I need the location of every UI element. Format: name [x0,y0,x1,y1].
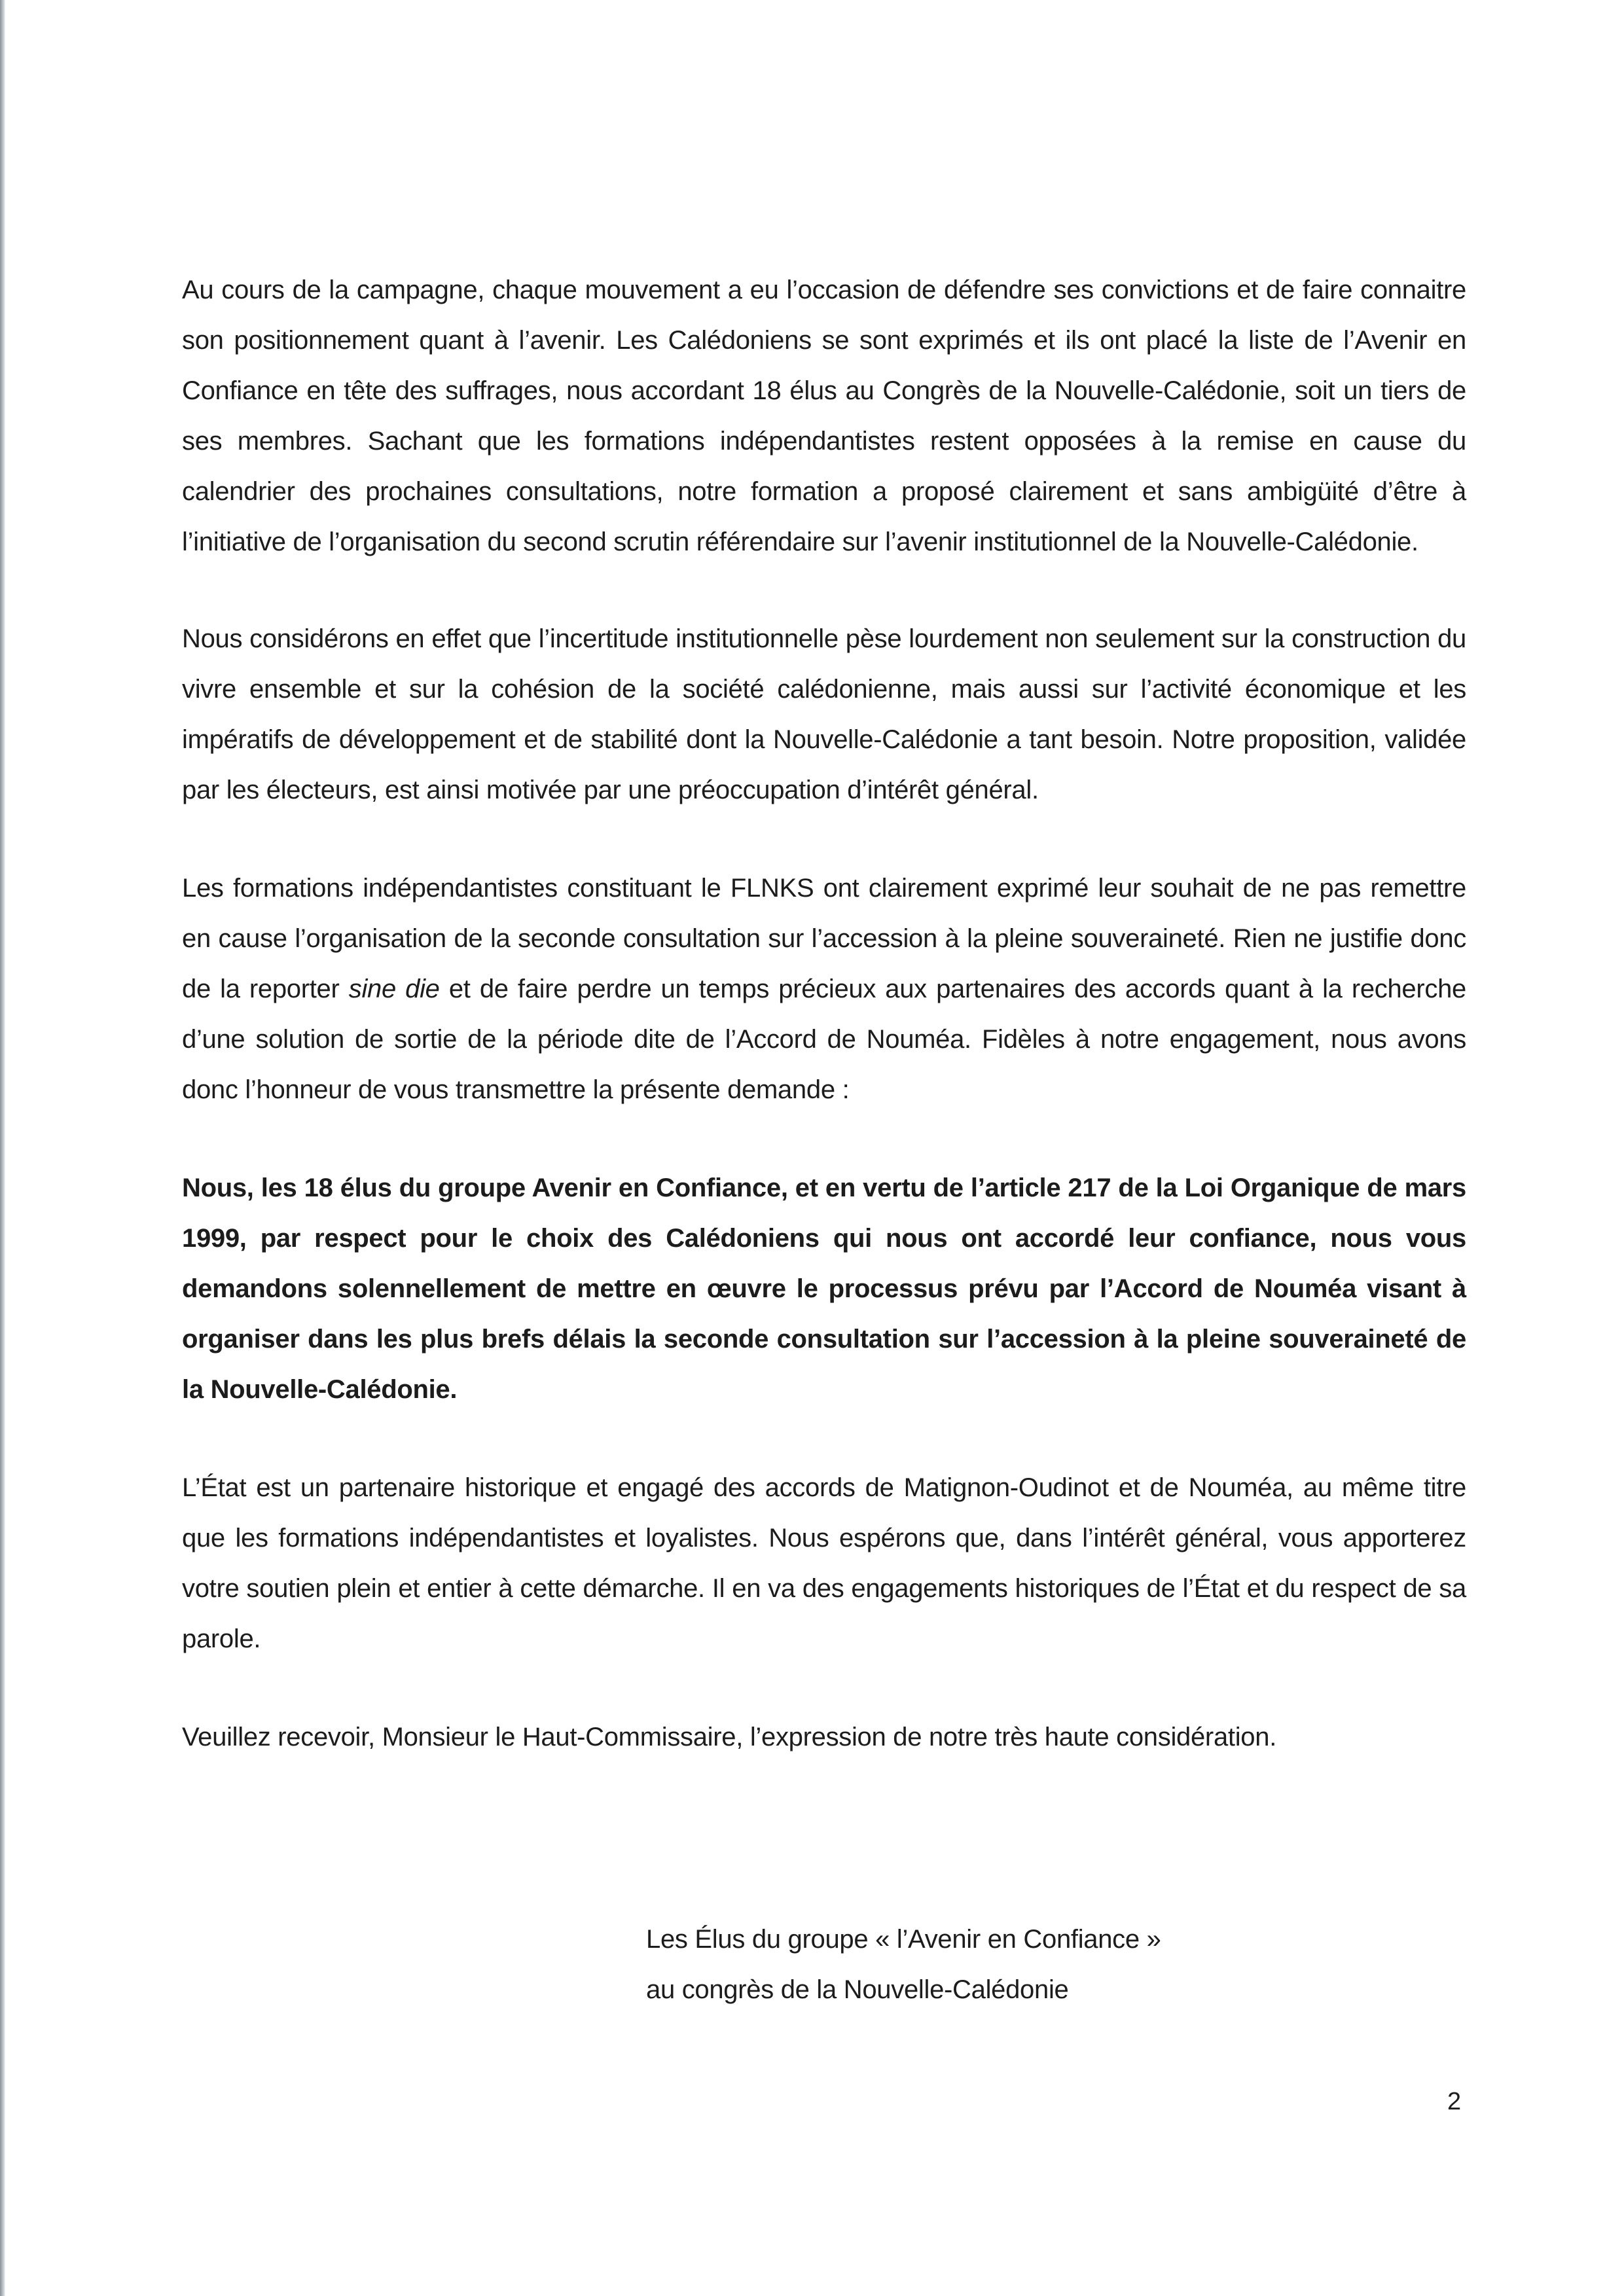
paragraph-institutional-uncertainty: Nous considérons en effet que l’incertitude institutionnelle pèse lourdement non seulement sur la construction du vivre ensemble et sur la cohésion de la société calédonienne, mais aussi sur l’activité économique et les impératifs de développement et de stabilité dont la Nouvelle-Calédonie a tant besoin. Notre proposition, validée par les électeurs, est ainsi motivée par une préoccupation d’intérêt général. [182,624,1466,804]
page-number: 2 [1447,2088,1462,2115]
paragraph-formal-request: Nous, les 18 élus du groupe Avenir en Confiance, et en vertu de l’article 217 de la Loi Organique de mars 1999, par respect pour le choix des Calédoniens qui nous ont accordé leur confiance, nous vous demandons solennellement de mettre en œuvre le processus prévu par l’Accord de Nouméa visant à organiser dans les plus brefs délais la seconde consultation sur l’accession à la pleine souveraineté de la Nouvelle-Calédonie. [182,1174,1466,1404]
paragraph-campaign: Au cours de la campagne, chaque mouvement a eu l’occasion de défendre ses convictions et de faire connaitre son positionnement quant à l’avenir. Les Calédoniens se sont exprimés et ils ont placé la liste de l’Avenir en Confiance en tête des suffrages, nous accordant 18 élus au Congrès de la Nouvelle-Calédonie, soit un tiers de ses membres. Sachant que les formations indépendantistes restent opposées à la remise en cause du calendrier des prochaines consultations, notre formation a proposé clairement et sans ambigüité d’être à l’initiative de l’organisation du second scrutin référendaire sur l’avenir institutionnel de la Nouvelle-Calédonie. [182,276,1466,556]
scan-edge-artifact [0,0,5,2296]
paragraph-state-partner: L’État est un partenaire historique et engagé des accords de Matignon-Oudinot et de Nouméa, au même titre que les formations indépendantistes et loyalistes. Nous espérons que, dans l’intérêt général, vous apporterez votre soutien plein et entier à cette démarche. Il en va des engagements historiques de l’État et du respect de sa parole. [182,1473,1466,1653]
paragraph-flnks [182,863,1466,1115]
paragraph-closing-salutation: Veuillez recevoir, Monsieur le Haut-Commissaire, l’expression de notre très haute considération. [182,1723,1277,1751]
signature-block [646,1914,1161,2015]
letter-body [182,265,1466,1763]
italic-sine-die: sine die [348,975,440,1003]
signature-line-2: au congrès de la Nouvelle-Calédonie [646,1975,1069,2004]
paragraph-flnks-part1: Les formations indépendantistes constituant le FLNKS ont clairement exprimé leur souhait de ne pas remettre en cause l’organisation de la seconde consultation sur l’accession à la pleine souveraineté. Rien ne justifie donc de la reporter [182,874,1466,1003]
paragraph-flnks-part2: et de faire perdre un temps précieux aux partenaires des accords quant à la recherche d’une solution de sortie de la période dite de l’Accord de Nouméa. Fidèles à notre engagement, nous avons donc l’honneur de vous transmettre la présente demande : [182,975,1466,1104]
signature-line-1: Les Élus du groupe « l’Avenir en Confiance » [646,1925,1161,1954]
